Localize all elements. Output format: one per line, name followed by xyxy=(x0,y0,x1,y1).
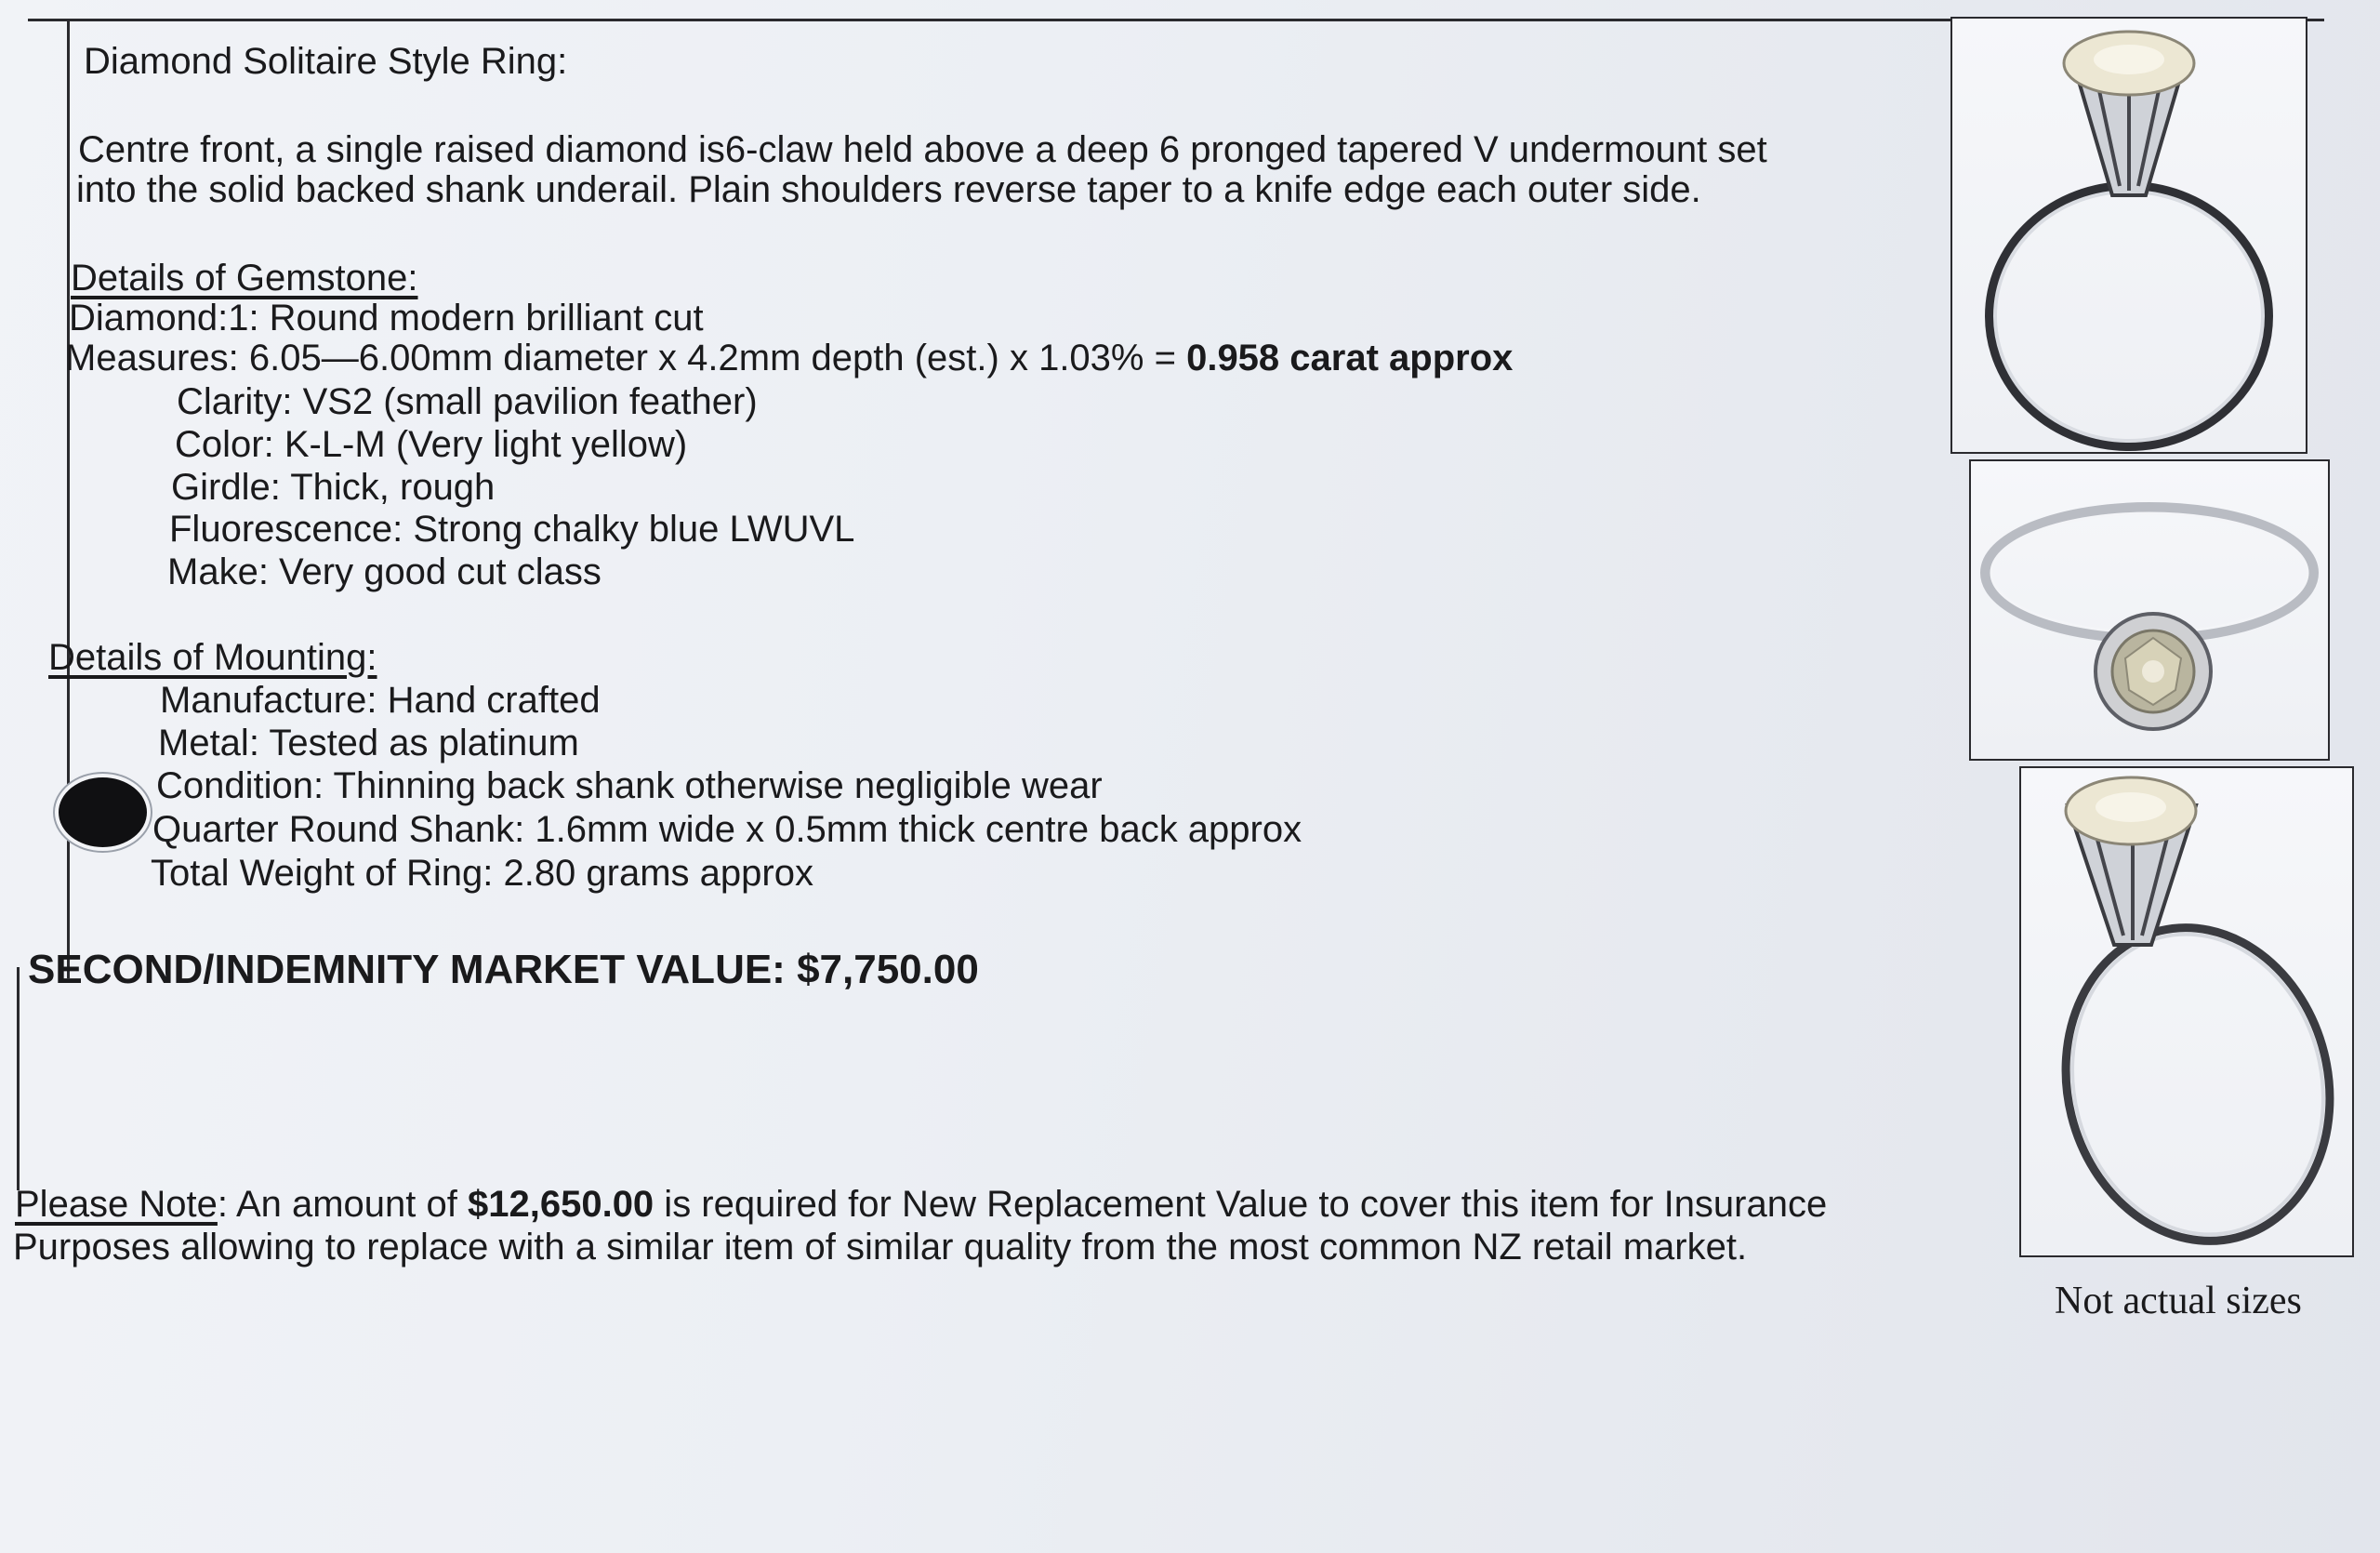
description-line-2: into the solid backed shank underail. Plain shoulders reverse taper to a knife edge each outer side. xyxy=(76,169,1701,210)
note-text-before: : An amount of xyxy=(217,1184,468,1225)
gemstone-make: Make: Very good cut class xyxy=(167,551,602,592)
gemstone-heading: Details of Gemstone: xyxy=(71,258,418,299)
mounting-metal: Metal: Tested as platinum xyxy=(158,723,579,763)
description-line-1: Centre front, a single raised diamond is6-claw held above a deep 6 pronged tapered V undermount set xyxy=(78,129,1767,170)
gemstone-color: Color: K-L-M (Very light yellow) xyxy=(175,424,688,465)
ring-photo-top xyxy=(1969,459,2330,761)
mounting-heading: Details of Mounting: xyxy=(48,637,377,678)
mounting-shank: Quarter Round Shank: 1.6mm wide x 0.5mm thick centre back approx xyxy=(152,809,1302,850)
replacement-amount: $12,650.00 xyxy=(467,1184,654,1225)
gemstone-girdle: Girdle: Thick, rough xyxy=(171,467,496,508)
gemstone-fluorescence: Fluorescence: Strong chalky blue LWUVL xyxy=(169,509,855,550)
mounting-condition: Condition: Thinning back shank otherwise negligible wear xyxy=(156,765,1103,806)
ring-side-image xyxy=(1952,19,2306,452)
note-label: Please Note xyxy=(15,1184,218,1225)
ring-angle-image xyxy=(2021,768,2352,1255)
note-line-2: Purposes allowing to replace with a similar item of similar quality from the most common NZ retail market. xyxy=(13,1227,1748,1268)
gemstone-diamond: Diamond:1: Round modern brilliant cut xyxy=(69,298,704,338)
ring-top-image xyxy=(1971,461,2328,759)
gemstone-clarity: Clarity: VS2 (small pavilion feather) xyxy=(177,381,758,422)
market-value: SECOND/INDEMNITY MARKET VALUE: $7,750.00 xyxy=(28,947,979,992)
note-line-1 xyxy=(15,1182,1827,1227)
measures-text: Measures: 6.05—6.00mm diameter x 4.2mm depth (est.) x 1.03% = xyxy=(65,338,1187,378)
mounting-weight: Total Weight of Ring: 2.80 grams approx xyxy=(151,853,813,894)
mounting-manufacture: Manufacture: Hand crafted xyxy=(160,680,601,721)
punch-hole xyxy=(59,777,147,847)
note-text-after: is required for New Replacement Value to cover this item for Insurance xyxy=(654,1184,1828,1225)
ring-photo-side xyxy=(1950,17,2307,454)
ring-photo-angle xyxy=(2019,766,2354,1257)
lower-left-border xyxy=(17,967,20,1190)
item-heading: Diamond Solitaire Style Ring: xyxy=(84,41,568,82)
photos-caption: Not actual sizes xyxy=(2055,1280,2302,1322)
carat-weight: 0.958 carat approx xyxy=(1186,338,1514,378)
gemstone-measures xyxy=(65,336,1513,380)
